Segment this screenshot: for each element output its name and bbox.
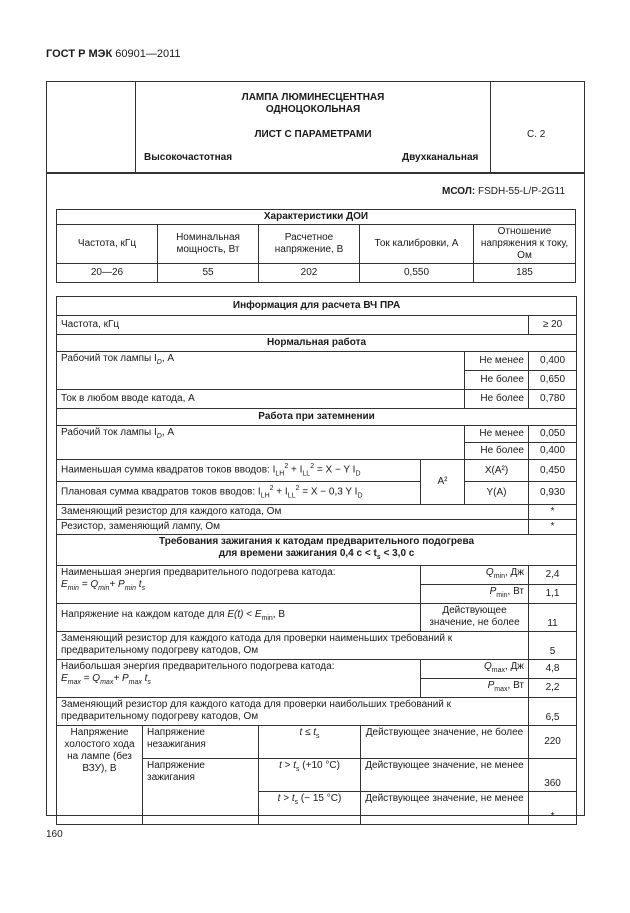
- cathode-max-value: 0,780: [529, 390, 577, 409]
- eff-max-1: Действующее значение, не более: [361, 725, 529, 758]
- value-frequency: 20—26: [57, 264, 158, 283]
- p-min-value: 1,1: [529, 584, 577, 603]
- col-header-voltage: Расчетное напряжение, В: [259, 225, 360, 264]
- value-ign-warm: 360: [529, 758, 577, 791]
- dim-min-value: 0,050: [529, 426, 577, 443]
- a2-unit: А²: [421, 460, 465, 505]
- value-current: 0,550: [360, 264, 474, 283]
- volt-cathode-effective: Действующее значение, не более: [421, 603, 529, 631]
- x-label: X(A²): [465, 460, 529, 482]
- ignition-title: Требования зажигания к катодам предварительного подогрева для времени зажигания 0,4 $с < t_s < 3,0$ с: [57, 534, 577, 565]
- cond-1: $t \le t_s$: [259, 725, 361, 758]
- cond-3: $t > t_s$ (− 15 °С): [259, 791, 361, 824]
- ignition-label: Напряжение зажигания: [143, 758, 259, 824]
- eff-min-1: Действующее значение, не менее: [361, 758, 529, 791]
- p-max-value: 2,2: [529, 678, 577, 697]
- characteristics-title: Характеристики ДОИ: [57, 210, 576, 225]
- document-header: [46, 48, 181, 60]
- title-line-1: ЛАМПА ЛЮМИНЕСЦЕНТНАЯ: [241, 92, 385, 103]
- normal-max-label: Не более: [465, 371, 529, 390]
- value-power: 55: [158, 264, 259, 283]
- title-block-left-cell: [46, 81, 136, 173]
- volt-cathode-value: 11: [529, 603, 577, 631]
- q-min-value: 2,4: [529, 565, 577, 584]
- divider: [46, 173, 585, 174]
- cathode-current-label: Ток в любом вводе катода, А: [57, 390, 465, 409]
- col-header-power: Номинальная мощность, Вт: [158, 225, 259, 264]
- info-title: Информация для расчета ВЧ ПРА: [57, 297, 577, 316]
- normal-work-current: Рабочий ток лампы $I_D$, А: [57, 352, 465, 390]
- repl-res-cathode: Заменяющий резистор для каждого катода, Ом: [57, 504, 529, 519]
- value-no-ign: 220: [529, 725, 577, 758]
- e-max-text: Наибольшая энергия предварительного подогрева катода: $E_{max} = Q_{max}+ P_{max}$ $t_s$: [57, 659, 421, 697]
- cathode-max-label: Не более: [465, 390, 529, 409]
- title-block-right-cell: [490, 81, 585, 173]
- freq-label: Частота, кГц: [57, 316, 529, 335]
- dim-title: Работа при затемнении: [57, 409, 577, 426]
- e-min-text: Наименьшая энергия предварительного подогрева катода: $E_{min} = Q_{min}+ P_{min}$ $t_s$: [57, 565, 421, 603]
- normal-title: Нормальная работа: [57, 335, 577, 352]
- repl-res-cathode-value: *: [529, 504, 577, 519]
- sum-plan-label: Плановая сумма квадратов токов вводов: $I_{LH}^2 + I_{LL}^2 = X - 0,3$ Y $I_D$: [57, 482, 421, 504]
- ocv-label: Напряжение холостого хода на лампе (без ВЗУ), В: [57, 725, 143, 824]
- col-header-frequency: Частота, кГц: [57, 225, 158, 264]
- doc-title: [136, 92, 490, 116]
- dim-max-label: Не более: [465, 443, 529, 460]
- no-ignition-label: Напряжение незажигания: [143, 725, 259, 758]
- y-value: 0,930: [529, 482, 577, 504]
- repl-res-lamp: Резистор, заменяющий лампу, Ом: [57, 519, 529, 534]
- characteristics-table: [56, 209, 576, 283]
- value-ign-cold: *: [529, 791, 577, 824]
- p-min-label: $P_{min}$, Вт: [421, 584, 529, 603]
- eff-min-2: Действующее значение, не менее: [361, 791, 529, 824]
- info-table: [56, 296, 577, 825]
- page-number: 160: [46, 829, 63, 840]
- dim-max-value: 0,400: [529, 443, 577, 460]
- res-min-value: 5: [529, 631, 577, 659]
- x-value: 0,450: [529, 460, 577, 482]
- normal-max-value: 0,650: [529, 371, 577, 390]
- sheet-title: ЛИСТ С ПАРАМЕТРАМИ: [254, 129, 372, 140]
- value-voltage: 202: [259, 264, 360, 283]
- freq-value: ≥ 20: [529, 316, 577, 335]
- dim-min-label: Не менее: [465, 426, 529, 443]
- q-min-label: $Q_{min}$, Дж: [421, 565, 529, 584]
- value-ratio: 185: [474, 264, 576, 283]
- cond-2: $t > t_s$ (+10 °С): [259, 758, 361, 791]
- code-label: МСОЛ:: [442, 186, 476, 197]
- right-label: Двухканальная: [402, 152, 479, 163]
- q-max-label: $Q_{max}$, Дж: [421, 659, 529, 678]
- col-header-ratio: Отношение напряжения к току, Ом: [474, 225, 576, 264]
- sum-least-label: Наименьшая сумма квадратов токов вводов: $I_{LH}^2 + I_{LL}^2 = X - Y$ $I_D$: [57, 460, 421, 482]
- res-max-value: 6,5: [529, 697, 577, 725]
- q-max-value: 4,8: [529, 659, 577, 678]
- res-min-label: Заменяющий резистор для каждого катода для проверки наименьших требований к предварительному подогреву катодов, Ом: [57, 631, 529, 659]
- standard-prefix: ГОСТ Р МЭК: [46, 48, 113, 60]
- code-value: FSDH-55-L/P-2G11: [477, 186, 566, 197]
- normal-min-label: Не менее: [465, 352, 529, 371]
- title-line-2: ОДНОЦОКОЛЬНАЯ: [265, 104, 361, 115]
- dim-work-current: Рабочий ток лампы $I_D$, А: [57, 426, 465, 460]
- lamp-code: [442, 186, 565, 197]
- standard-number: 60901—2011: [115, 48, 181, 60]
- page-ref: С. 2: [527, 129, 546, 140]
- volt-cathode: Напряжение на каждом катоде для $E(t) < E_{min}$, В: [57, 603, 421, 631]
- p-max-label: $P_{max}$, Вт: [421, 678, 529, 697]
- normal-min-value: 0,400: [529, 352, 577, 371]
- repl-res-lamp-value: *: [529, 519, 577, 534]
- res-max-label: Заменяющий резистор для каждого катода для проверки наибольших требований к предварительному подогреву катодов, Ом: [57, 697, 529, 725]
- left-label: Высокочастотная: [144, 152, 233, 163]
- col-header-current: Ток калибровки, А: [360, 225, 474, 264]
- y-label: Y(A): [465, 482, 529, 504]
